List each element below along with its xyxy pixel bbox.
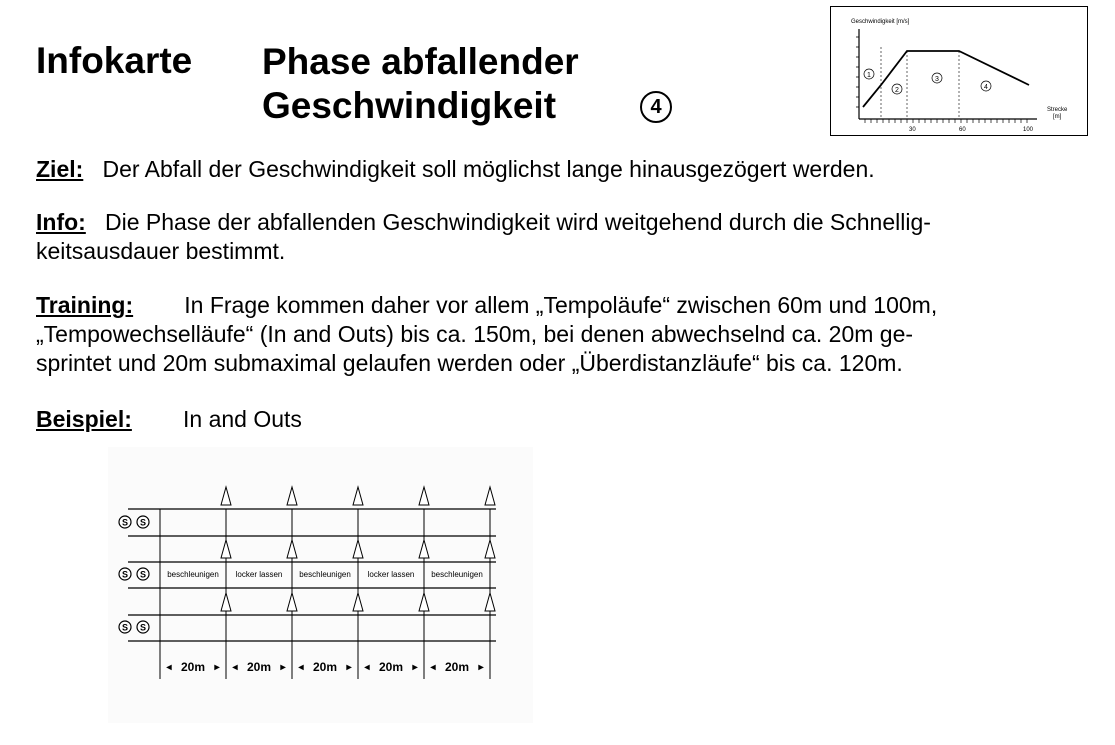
segment-dividers bbox=[160, 509, 490, 679]
title-line-2: Geschwindigkeit bbox=[262, 85, 557, 126]
svg-text:▸: ▸ bbox=[478, 662, 484, 673]
distance-label-5: 20m bbox=[444, 660, 470, 674]
svg-text:◂: ◂ bbox=[232, 662, 238, 673]
chart-xlabel: Strecke bbox=[1047, 107, 1068, 113]
distance-label-3: 20m bbox=[312, 660, 338, 674]
svg-text:◂: ◂ bbox=[166, 662, 172, 673]
svg-text:▸: ▸ bbox=[280, 662, 286, 673]
beispiel-paragraph bbox=[36, 405, 1056, 434]
chart-tick-100: 100 bbox=[1023, 127, 1034, 133]
beispiel-label: Beispiel: bbox=[36, 406, 132, 432]
svg-text:▸: ▸ bbox=[214, 662, 220, 673]
segment-label-3: beschleunigen bbox=[299, 570, 351, 579]
page-title bbox=[262, 40, 579, 128]
training-text-2: „Tempowechselläufe“ (In and Outs) bis ca. 150m, bei denen abwechselnd ca. 20m ge- bbox=[36, 321, 914, 347]
ziel-label: Ziel: bbox=[36, 156, 84, 182]
phase-number-badge: 4 bbox=[640, 91, 672, 123]
in-and-outs-diagram-svg bbox=[108, 447, 533, 723]
chart-phase-separators bbox=[881, 47, 959, 119]
training-text-3: sprintet und 20m submaximal gelaufen werden oder „Überdistanzläufe“ bis ca. 120m. bbox=[36, 350, 903, 376]
start-marker-3a: S bbox=[121, 622, 129, 633]
svg-text:▸: ▸ bbox=[346, 662, 352, 673]
chart-phase-2: 2 bbox=[895, 87, 899, 94]
start-marker-1b: S bbox=[139, 517, 147, 528]
in-and-outs-diagram bbox=[108, 447, 533, 723]
segment-label-2: locker lassen bbox=[235, 570, 283, 579]
segment-label-1: beschleunigen bbox=[167, 570, 219, 579]
info-text: Die Phase der abfallenden Geschwindigkeit wird weitgehend durch die Schnellig- bbox=[104, 209, 931, 235]
info-text-2: keitsausdauer bestimmt. bbox=[36, 238, 286, 264]
svg-text:◂: ◂ bbox=[298, 662, 304, 673]
cones bbox=[221, 487, 495, 611]
infokarte-label: Infokarte bbox=[36, 40, 193, 81]
info-paragraph bbox=[36, 208, 1056, 266]
chart-phase-3: 3 bbox=[935, 76, 939, 83]
ziel-paragraph bbox=[36, 155, 1056, 184]
chart-phase-1: 1 bbox=[867, 72, 871, 79]
start-marker-2a: S bbox=[121, 569, 129, 580]
distance-label-1: 20m bbox=[180, 660, 206, 674]
svg-text:◂: ◂ bbox=[430, 662, 436, 673]
chart-speed-curve bbox=[863, 51, 1029, 107]
distance-label-4: 20m bbox=[378, 660, 404, 674]
chart-tick-30: 30 bbox=[909, 127, 916, 133]
info-label: Info: bbox=[36, 209, 86, 235]
chart-tick-60: 60 bbox=[959, 127, 966, 133]
ziel-text: Der Abfall der Geschwindigkeit soll möglichst lange hinausgezögert werden. bbox=[102, 156, 875, 182]
chart-xlabel-unit: [m] bbox=[1053, 114, 1062, 120]
beispiel-text: In and Outs bbox=[183, 406, 302, 432]
distance-labels bbox=[181, 660, 469, 674]
segment-label-5: beschleunigen bbox=[431, 570, 483, 579]
chart-ylabel: Geschwindigkeit [m/s] bbox=[851, 19, 910, 25]
speed-phase-chart bbox=[830, 6, 1088, 136]
segment-label-4: locker lassen bbox=[367, 570, 415, 579]
segment-labels bbox=[167, 570, 483, 579]
distance-label-2: 20m bbox=[246, 660, 272, 674]
start-marker-3b: S bbox=[139, 622, 147, 633]
training-paragraph bbox=[36, 291, 1056, 378]
chart-phase-4: 4 bbox=[984, 84, 988, 91]
title-line-1: Phase abfallender bbox=[262, 41, 579, 82]
svg-text:▸: ▸ bbox=[412, 662, 418, 673]
start-marker-2b: S bbox=[139, 569, 147, 580]
svg-text:◂: ◂ bbox=[364, 662, 370, 673]
training-label: Training: bbox=[36, 292, 134, 318]
start-marker-1a: S bbox=[121, 517, 129, 528]
speed-phase-chart-svg bbox=[831, 7, 1087, 135]
training-text: In Frage kommen daher vor allem „Tempoläufe“ zwischen 60m und 100m, bbox=[184, 292, 938, 318]
